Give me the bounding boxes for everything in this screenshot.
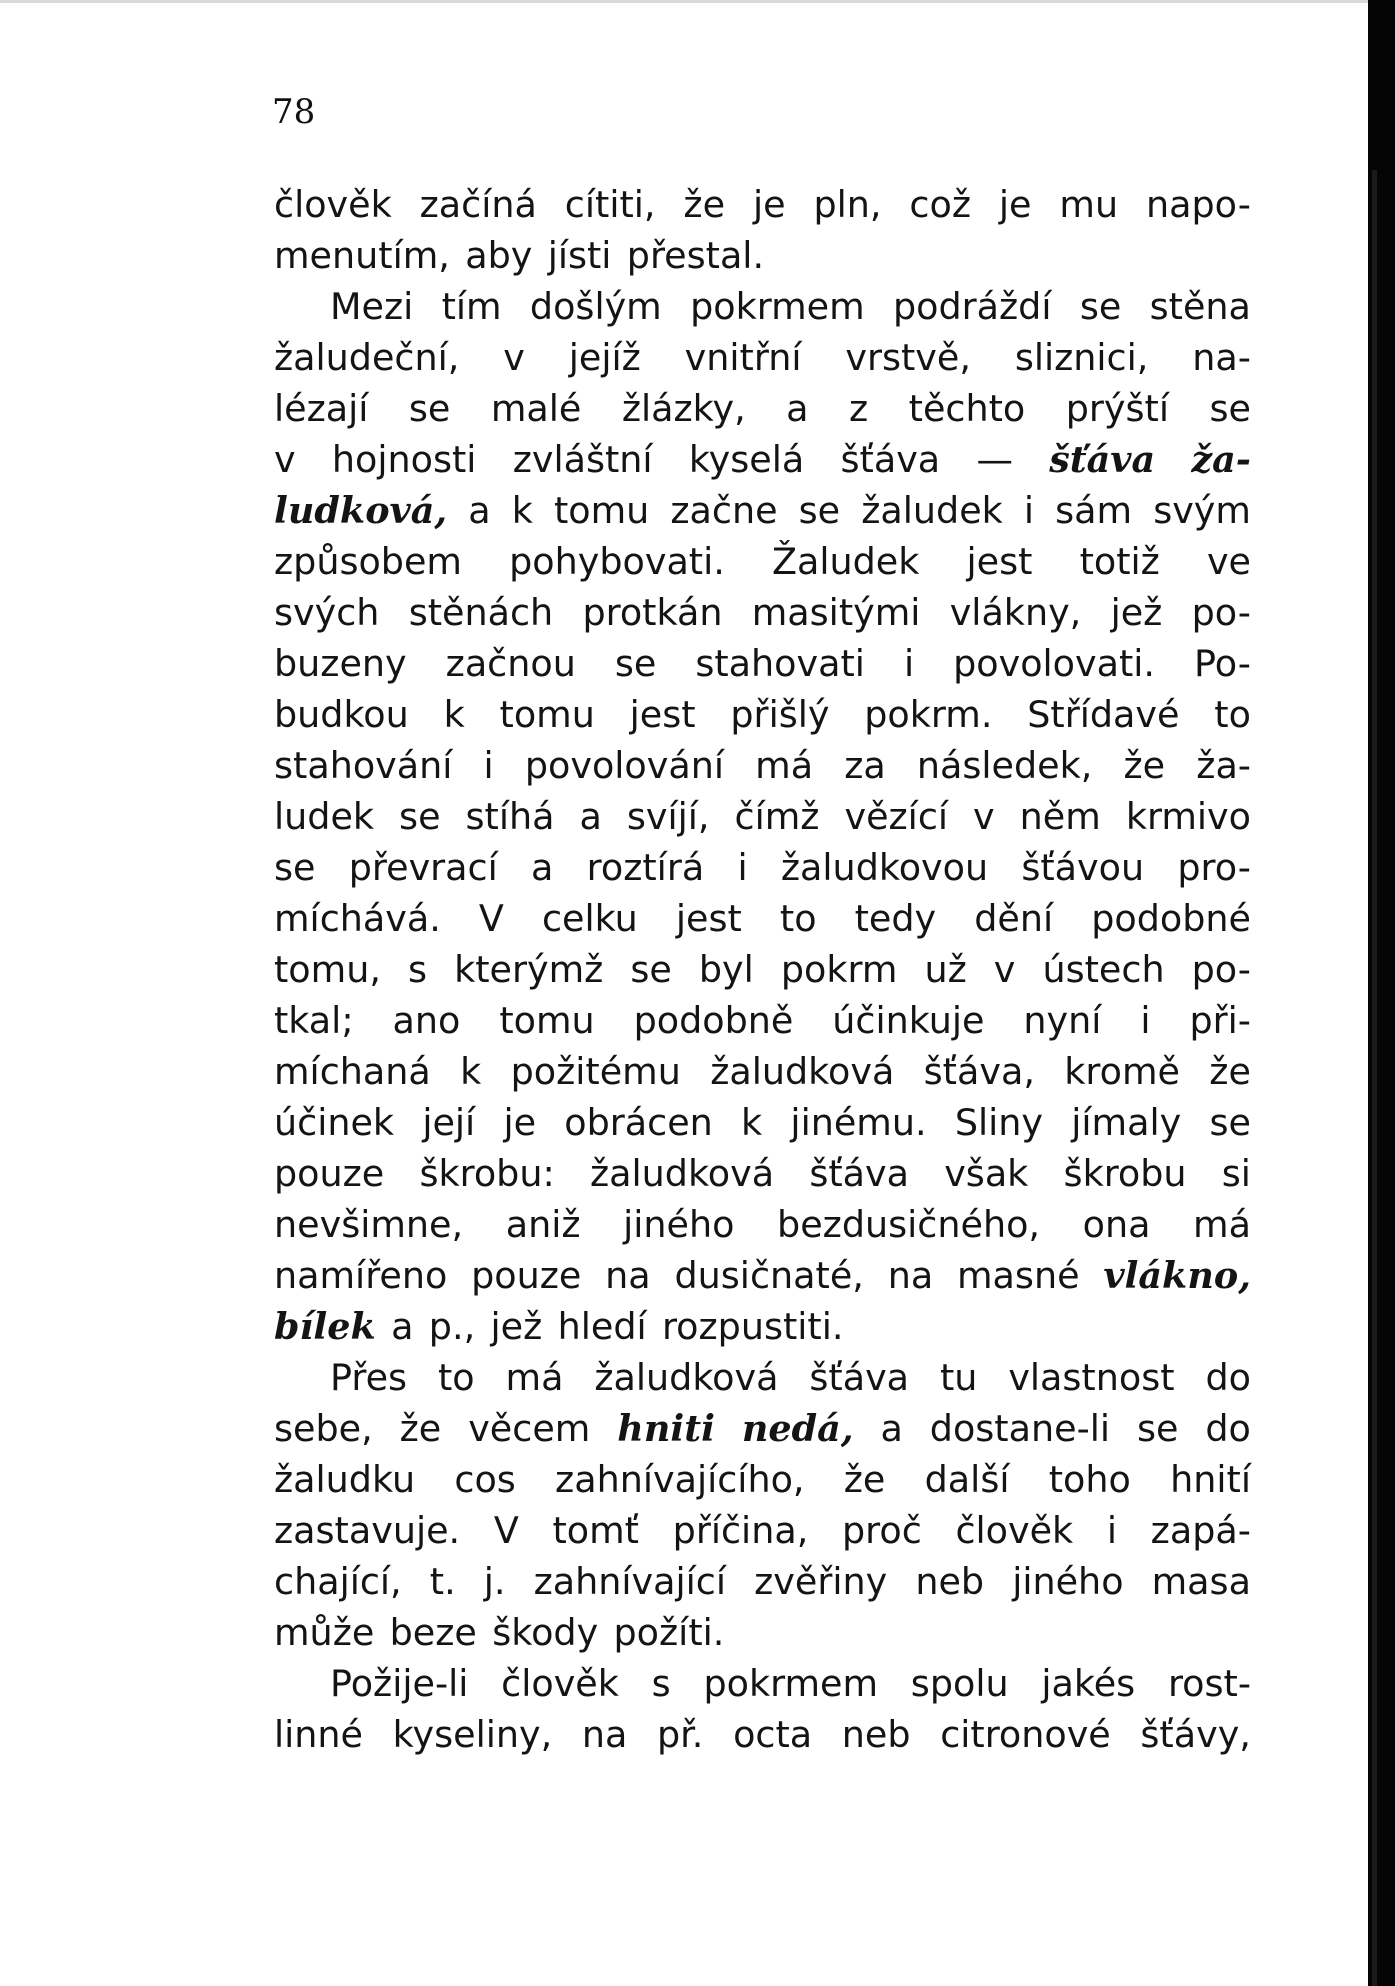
text-line [274, 1199, 1251, 1250]
word: to [779, 897, 817, 940]
word: jest [629, 693, 696, 736]
word: i [483, 744, 494, 787]
word: k [511, 489, 533, 532]
word: přestal. [626, 234, 765, 277]
text-line [274, 383, 1251, 434]
word: vrstvě, [845, 336, 971, 379]
word: Sliny [954, 1101, 1044, 1144]
word: vnitřní [684, 336, 802, 379]
text-line [274, 842, 1251, 893]
word: šťáva [840, 438, 941, 481]
word: t. [429, 1560, 456, 1603]
word: i [1023, 489, 1035, 532]
word: že [683, 183, 726, 226]
word: citronové [940, 1713, 1111, 1756]
text-line [274, 1250, 1251, 1301]
word: za [844, 744, 886, 787]
word: s [651, 1662, 671, 1705]
word: k [443, 693, 465, 736]
word: má [505, 1356, 564, 1399]
word: jež [490, 1305, 543, 1348]
word: žaludek [861, 489, 1003, 532]
word: požíti. [613, 1611, 725, 1654]
word: roztírá [586, 846, 705, 889]
word: cítiti, [564, 183, 656, 226]
word: se [1209, 387, 1251, 430]
word: míchává. [274, 897, 441, 940]
word: na- [1192, 336, 1251, 379]
word: stěna [1149, 285, 1251, 328]
word: dostane-li [929, 1407, 1111, 1450]
word: nyní [1023, 999, 1102, 1042]
word: následek, [916, 744, 1093, 787]
text-line [274, 1046, 1251, 1097]
word: i [903, 642, 915, 685]
word: hniti [617, 1407, 715, 1450]
word: žaludková [710, 1050, 895, 1093]
word: se [408, 387, 451, 430]
word: což [909, 183, 971, 226]
word: pokrm. [864, 693, 993, 736]
word: do [1205, 1407, 1251, 1450]
word: kromě [1064, 1050, 1180, 1093]
word: masné [957, 1254, 1080, 1297]
text-line [274, 1556, 1251, 1607]
word: žaludková [589, 1152, 775, 1195]
text-line [274, 689, 1251, 740]
word: se [614, 642, 657, 685]
word: to [437, 1356, 475, 1399]
word: převrací [348, 846, 498, 889]
word: škrobu [1063, 1152, 1187, 1195]
word: dění [974, 897, 1054, 940]
word: sliznici, [1014, 336, 1149, 379]
word: jež [1110, 591, 1163, 634]
word: masitými [751, 591, 921, 634]
word: je [503, 1101, 537, 1144]
word: malé [490, 387, 582, 430]
word: tomu, [274, 948, 381, 991]
word: na [581, 1713, 628, 1756]
word: ona [1082, 1203, 1151, 1246]
word: i [1106, 1509, 1117, 1552]
word: je [752, 183, 786, 226]
word: další [924, 1458, 1010, 1501]
word: šťáva [809, 1152, 909, 1195]
word: jejíž [568, 336, 641, 379]
word: škrobu: [419, 1152, 555, 1195]
word: toho [1048, 1458, 1131, 1501]
word: že [1123, 744, 1166, 787]
word: lézají [274, 387, 369, 430]
word: se [1209, 1101, 1251, 1144]
word: př. [656, 1713, 704, 1756]
word: žlázky, [621, 387, 746, 430]
word: spolu [910, 1662, 1009, 1705]
word: Mezi [330, 285, 414, 328]
word: jísti [547, 234, 612, 277]
word: stíhá [465, 795, 555, 838]
word: došlým [529, 285, 662, 328]
word: člověk [274, 183, 392, 226]
word: vlákno, [1103, 1254, 1251, 1297]
text-line [274, 281, 1251, 332]
word: zvěřiny [754, 1560, 888, 1603]
word: ža- [1196, 744, 1251, 787]
word: a [468, 489, 491, 532]
text-line [274, 485, 1251, 536]
word: v [993, 948, 1016, 991]
word: mu [1059, 183, 1119, 226]
word: zvláštní [512, 438, 653, 481]
word: šťáva, [923, 1050, 1035, 1093]
word: tím [441, 285, 502, 328]
word: je [998, 183, 1032, 226]
word: šťávy, [1140, 1713, 1251, 1756]
word: přišlý [730, 693, 830, 736]
word: Po- [1194, 642, 1251, 685]
word: jinému. [790, 1101, 927, 1144]
word: ve [1206, 540, 1251, 583]
word: V [478, 897, 504, 940]
word: buzeny [274, 642, 407, 685]
word: povolování [524, 744, 724, 787]
word: žaludková [594, 1356, 779, 1399]
word: pokrmem [690, 285, 865, 328]
word: vězící [844, 795, 949, 838]
text-line [274, 1403, 1251, 1454]
word: linné [274, 1713, 364, 1756]
word: neb [915, 1560, 985, 1603]
word: příčina, [672, 1509, 809, 1552]
word: napo- [1146, 183, 1251, 226]
page-number: 78 [272, 92, 316, 132]
word: tkal; [274, 999, 354, 1042]
word: podobné [1091, 897, 1251, 940]
word: rost- [1167, 1662, 1251, 1705]
word: beze [389, 1611, 477, 1654]
text-line [274, 332, 1251, 383]
word: a [391, 1305, 414, 1348]
word: svíjí, [626, 795, 710, 838]
word: míchaná [274, 1050, 431, 1093]
word: se [1079, 285, 1122, 328]
word: Žaludek [771, 540, 920, 583]
word: vlastnost [1008, 1356, 1175, 1399]
word: si [1221, 1152, 1251, 1195]
word: to [1214, 693, 1251, 736]
word: s [407, 948, 428, 991]
word: žaludkovou [780, 846, 989, 889]
word: účinkuje [832, 999, 985, 1042]
text-line [274, 1301, 1251, 1352]
word: jakés [1041, 1662, 1136, 1705]
word: jiného [1012, 1560, 1124, 1603]
word: podobně [633, 999, 794, 1042]
word: nevšimne, [274, 1203, 464, 1246]
word: se [630, 948, 672, 991]
word: tomu [553, 489, 650, 532]
word: se [798, 489, 841, 532]
text-line [274, 536, 1251, 587]
word: bezdusičného, [777, 1203, 1041, 1246]
word: má [1193, 1203, 1251, 1246]
word: v [274, 438, 296, 481]
word: k [741, 1101, 763, 1144]
word: vlákny, [949, 591, 1082, 634]
word: k [460, 1050, 482, 1093]
word: masa [1151, 1560, 1251, 1603]
word: škody [492, 1611, 599, 1654]
word: ludková, [274, 489, 448, 532]
page-spine-line [1372, 170, 1377, 1986]
word: obrácen [564, 1101, 713, 1144]
text-line [274, 893, 1251, 944]
word: kyseliny, [392, 1713, 553, 1756]
word: menutím, [274, 234, 450, 277]
word: z [849, 387, 869, 430]
word: hnití [1170, 1458, 1251, 1501]
text-line [274, 1607, 1251, 1658]
word: povolovati. [953, 642, 1156, 685]
word: a [531, 846, 554, 889]
word: proč [841, 1509, 922, 1552]
word: hojnosti [331, 438, 477, 481]
word: účinek [274, 1101, 395, 1144]
word: pro- [1177, 846, 1251, 889]
word: — [976, 438, 1013, 481]
word: ludek [274, 795, 375, 838]
text-line [274, 1148, 1251, 1199]
word: Požije-li [330, 1662, 469, 1705]
word: po- [1191, 948, 1251, 991]
body-text [274, 179, 1251, 1760]
word: budkou [274, 693, 409, 736]
word: prýští [1065, 387, 1169, 430]
text-line [274, 587, 1251, 638]
word: člověk [501, 1662, 619, 1705]
word: člověk [955, 1509, 1074, 1552]
word: že [843, 1458, 886, 1501]
word: octa [733, 1713, 813, 1756]
word: žaludeční, [274, 336, 460, 379]
word: do [1205, 1356, 1251, 1399]
word: na [605, 1254, 651, 1297]
word: se [1136, 1407, 1179, 1450]
text-line [274, 1709, 1251, 1760]
word: jest [966, 540, 1033, 583]
text-line [274, 791, 1251, 842]
word: stahovati [695, 642, 865, 685]
word: že [399, 1407, 442, 1450]
word: rozpustiti. [661, 1305, 844, 1348]
word: stahování [274, 744, 453, 787]
word: věcem [468, 1407, 591, 1450]
word: p., [428, 1305, 476, 1348]
word: žaludku [274, 1458, 416, 1501]
text-line [274, 230, 1251, 281]
text-line [274, 179, 1251, 230]
word: začíná [419, 183, 537, 226]
text-line [274, 740, 1251, 791]
word: šťáva [1049, 438, 1156, 481]
word: pln, [813, 183, 882, 226]
word: chající, [274, 1560, 402, 1603]
word: její [422, 1101, 476, 1144]
word: kterýmž [454, 948, 604, 991]
word: šťávou [1021, 846, 1145, 889]
word: tu [939, 1356, 978, 1399]
word: čímž [734, 795, 820, 838]
word: pokrmem [703, 1662, 879, 1705]
word: nedá, [741, 1407, 854, 1450]
word: ža- [1191, 438, 1251, 481]
word: aby [465, 234, 533, 277]
text-line [274, 1505, 1251, 1556]
word: tomu [499, 693, 595, 736]
word: v [973, 795, 995, 838]
text-line [274, 1454, 1251, 1505]
text-line [274, 995, 1251, 1046]
word: těchto [908, 387, 1026, 430]
word: svým [1153, 489, 1251, 532]
word: V [493, 1509, 519, 1552]
word: podráždí [892, 285, 1052, 328]
text-line [274, 1352, 1251, 1403]
word: zahnívajícího, [555, 1458, 805, 1501]
word: pohybovati. [509, 540, 725, 583]
word: sám [1055, 489, 1133, 532]
word: a [880, 1407, 903, 1450]
word: už [924, 948, 967, 991]
word: jiného [623, 1203, 735, 1246]
word: požitému [510, 1050, 681, 1093]
word: zahnívající [533, 1560, 727, 1603]
word: cos [454, 1458, 516, 1501]
word: způsobem [274, 540, 462, 583]
text-line [274, 638, 1251, 689]
word: začnou [445, 642, 576, 685]
text-line [274, 1097, 1251, 1148]
word: a [579, 795, 602, 838]
word: sebe, [274, 1407, 373, 1450]
word: má [755, 744, 814, 787]
word: totiž [1079, 540, 1160, 583]
word: něm [1019, 795, 1101, 838]
word: zastavuje. [274, 1509, 461, 1552]
word: při- [1189, 999, 1251, 1042]
word: protkán [582, 591, 723, 634]
word: namířeno [274, 1254, 448, 1297]
word: že [1209, 1050, 1251, 1093]
word: v [503, 336, 525, 379]
word: na [887, 1254, 934, 1297]
word: pouze [274, 1152, 385, 1195]
word: po- [1191, 591, 1251, 634]
word: i [737, 846, 748, 889]
word: dusičnaté, [674, 1254, 864, 1297]
word: tomu [499, 999, 595, 1042]
word: svých [274, 591, 380, 634]
word: ústech [1042, 948, 1165, 991]
word: aniž [505, 1203, 581, 1246]
word: jímaly [1071, 1101, 1182, 1144]
text-line [274, 434, 1251, 485]
text-line [274, 1658, 1251, 1709]
word: začne [670, 489, 778, 532]
word: pokrm [780, 948, 898, 991]
word: hledí [557, 1305, 647, 1348]
word: a [786, 387, 809, 430]
word: může [274, 1611, 375, 1654]
word: krmivo [1125, 795, 1251, 838]
word: se [274, 846, 316, 889]
word: byl [698, 948, 754, 991]
word: kyselá [688, 438, 805, 481]
text-line [274, 944, 1251, 995]
word: Přes [330, 1356, 408, 1399]
word: se [399, 795, 441, 838]
word: tedy [854, 897, 937, 940]
word: Střídavé [1027, 693, 1180, 736]
word: j. [483, 1560, 506, 1603]
word: však [944, 1152, 1029, 1195]
word: i [1140, 999, 1151, 1042]
word: tomť [552, 1509, 639, 1552]
word: stěnách [408, 591, 554, 634]
word: zapá- [1150, 1509, 1251, 1552]
word: celku [541, 897, 638, 940]
word: pouze [471, 1254, 582, 1297]
word: jest [675, 897, 742, 940]
word: šťáva [809, 1356, 910, 1399]
word: neb [841, 1713, 911, 1756]
word: ano [392, 999, 461, 1042]
word: bílek [274, 1305, 376, 1348]
